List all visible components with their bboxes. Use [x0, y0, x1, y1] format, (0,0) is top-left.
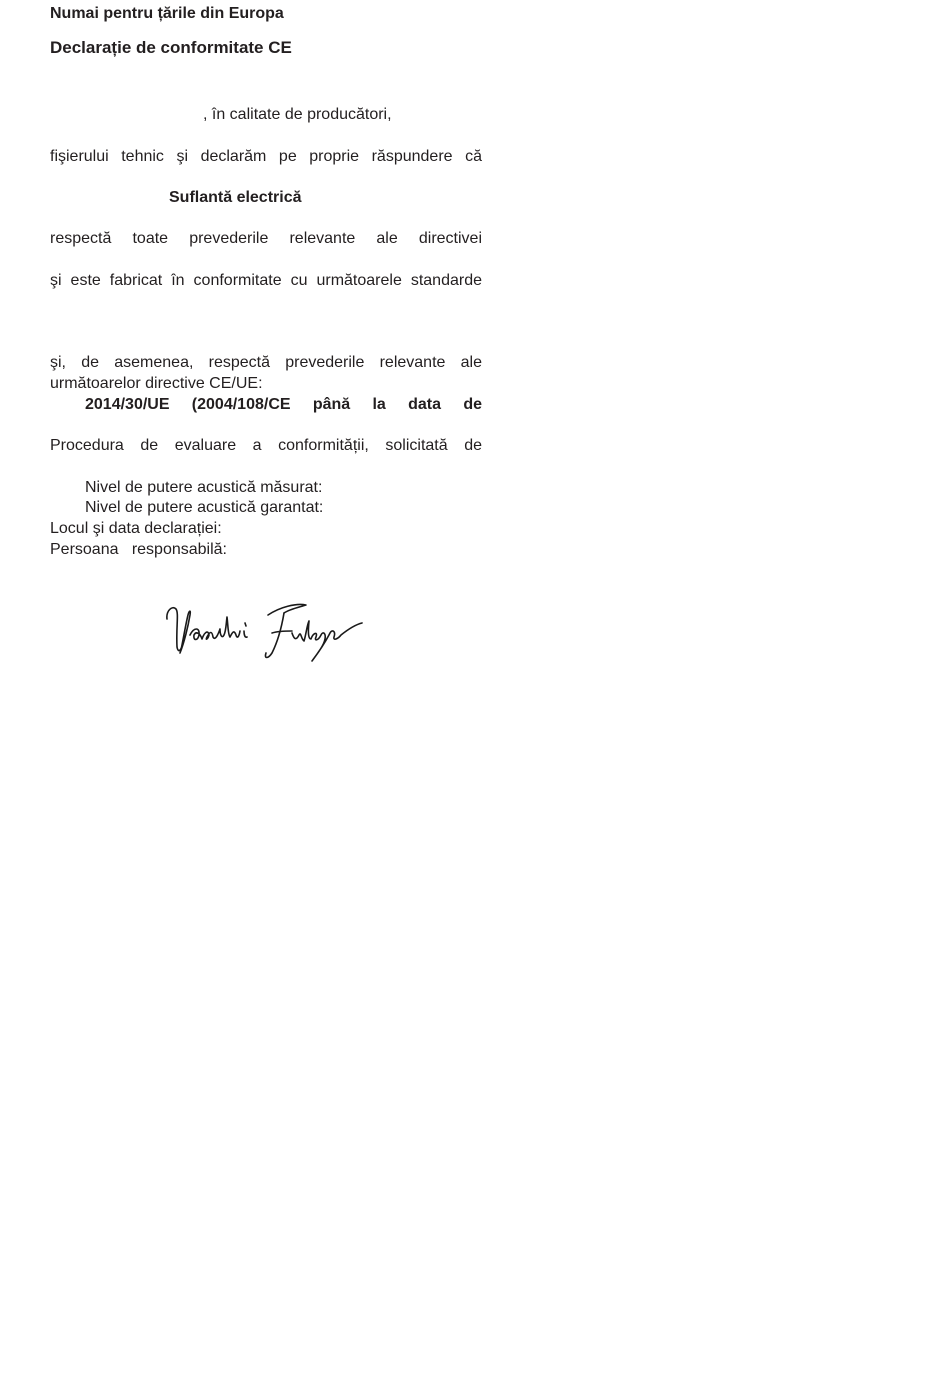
- product-name: Suflantă electrică: [169, 189, 302, 206]
- place-date-label: Locul şi data declarației:: [50, 520, 222, 537]
- responsible-person-label: Persoana responsabilă:: [50, 541, 227, 558]
- technical-file-line: fişierului tehnic şi declarăm pe proprie răspundere că: [50, 148, 482, 165]
- directive-line: respectă toate prevederile relevante ale directivei: [50, 230, 482, 247]
- standards-line: şi este fabricat în conformitate cu următoarele standarde: [50, 272, 482, 289]
- document-title: Declarație de conformitate CE: [50, 38, 292, 57]
- manufacturer-line: , în calitate de producători,: [203, 106, 392, 123]
- additional-directives-line: şi, de asemenea, respectă prevederile relevante ale: [50, 354, 482, 371]
- procedure-line: Procedura de evaluare a conformității, solicitată de: [50, 437, 482, 454]
- handwritten-signature-icon: [160, 595, 370, 667]
- additional-directives-line-continued: următoarelor directive CE/UE:: [50, 375, 263, 392]
- emc-directive-line: 2014/30/UE (2004/108/CE până la data de: [85, 396, 482, 413]
- guaranteed-sound-level-label: Nivel de putere acustică garantat:: [85, 499, 324, 516]
- region-heading: Numai pentru țările din Europa: [50, 5, 284, 22]
- measured-sound-level-label: Nivel de putere acustică măsurat:: [85, 479, 323, 496]
